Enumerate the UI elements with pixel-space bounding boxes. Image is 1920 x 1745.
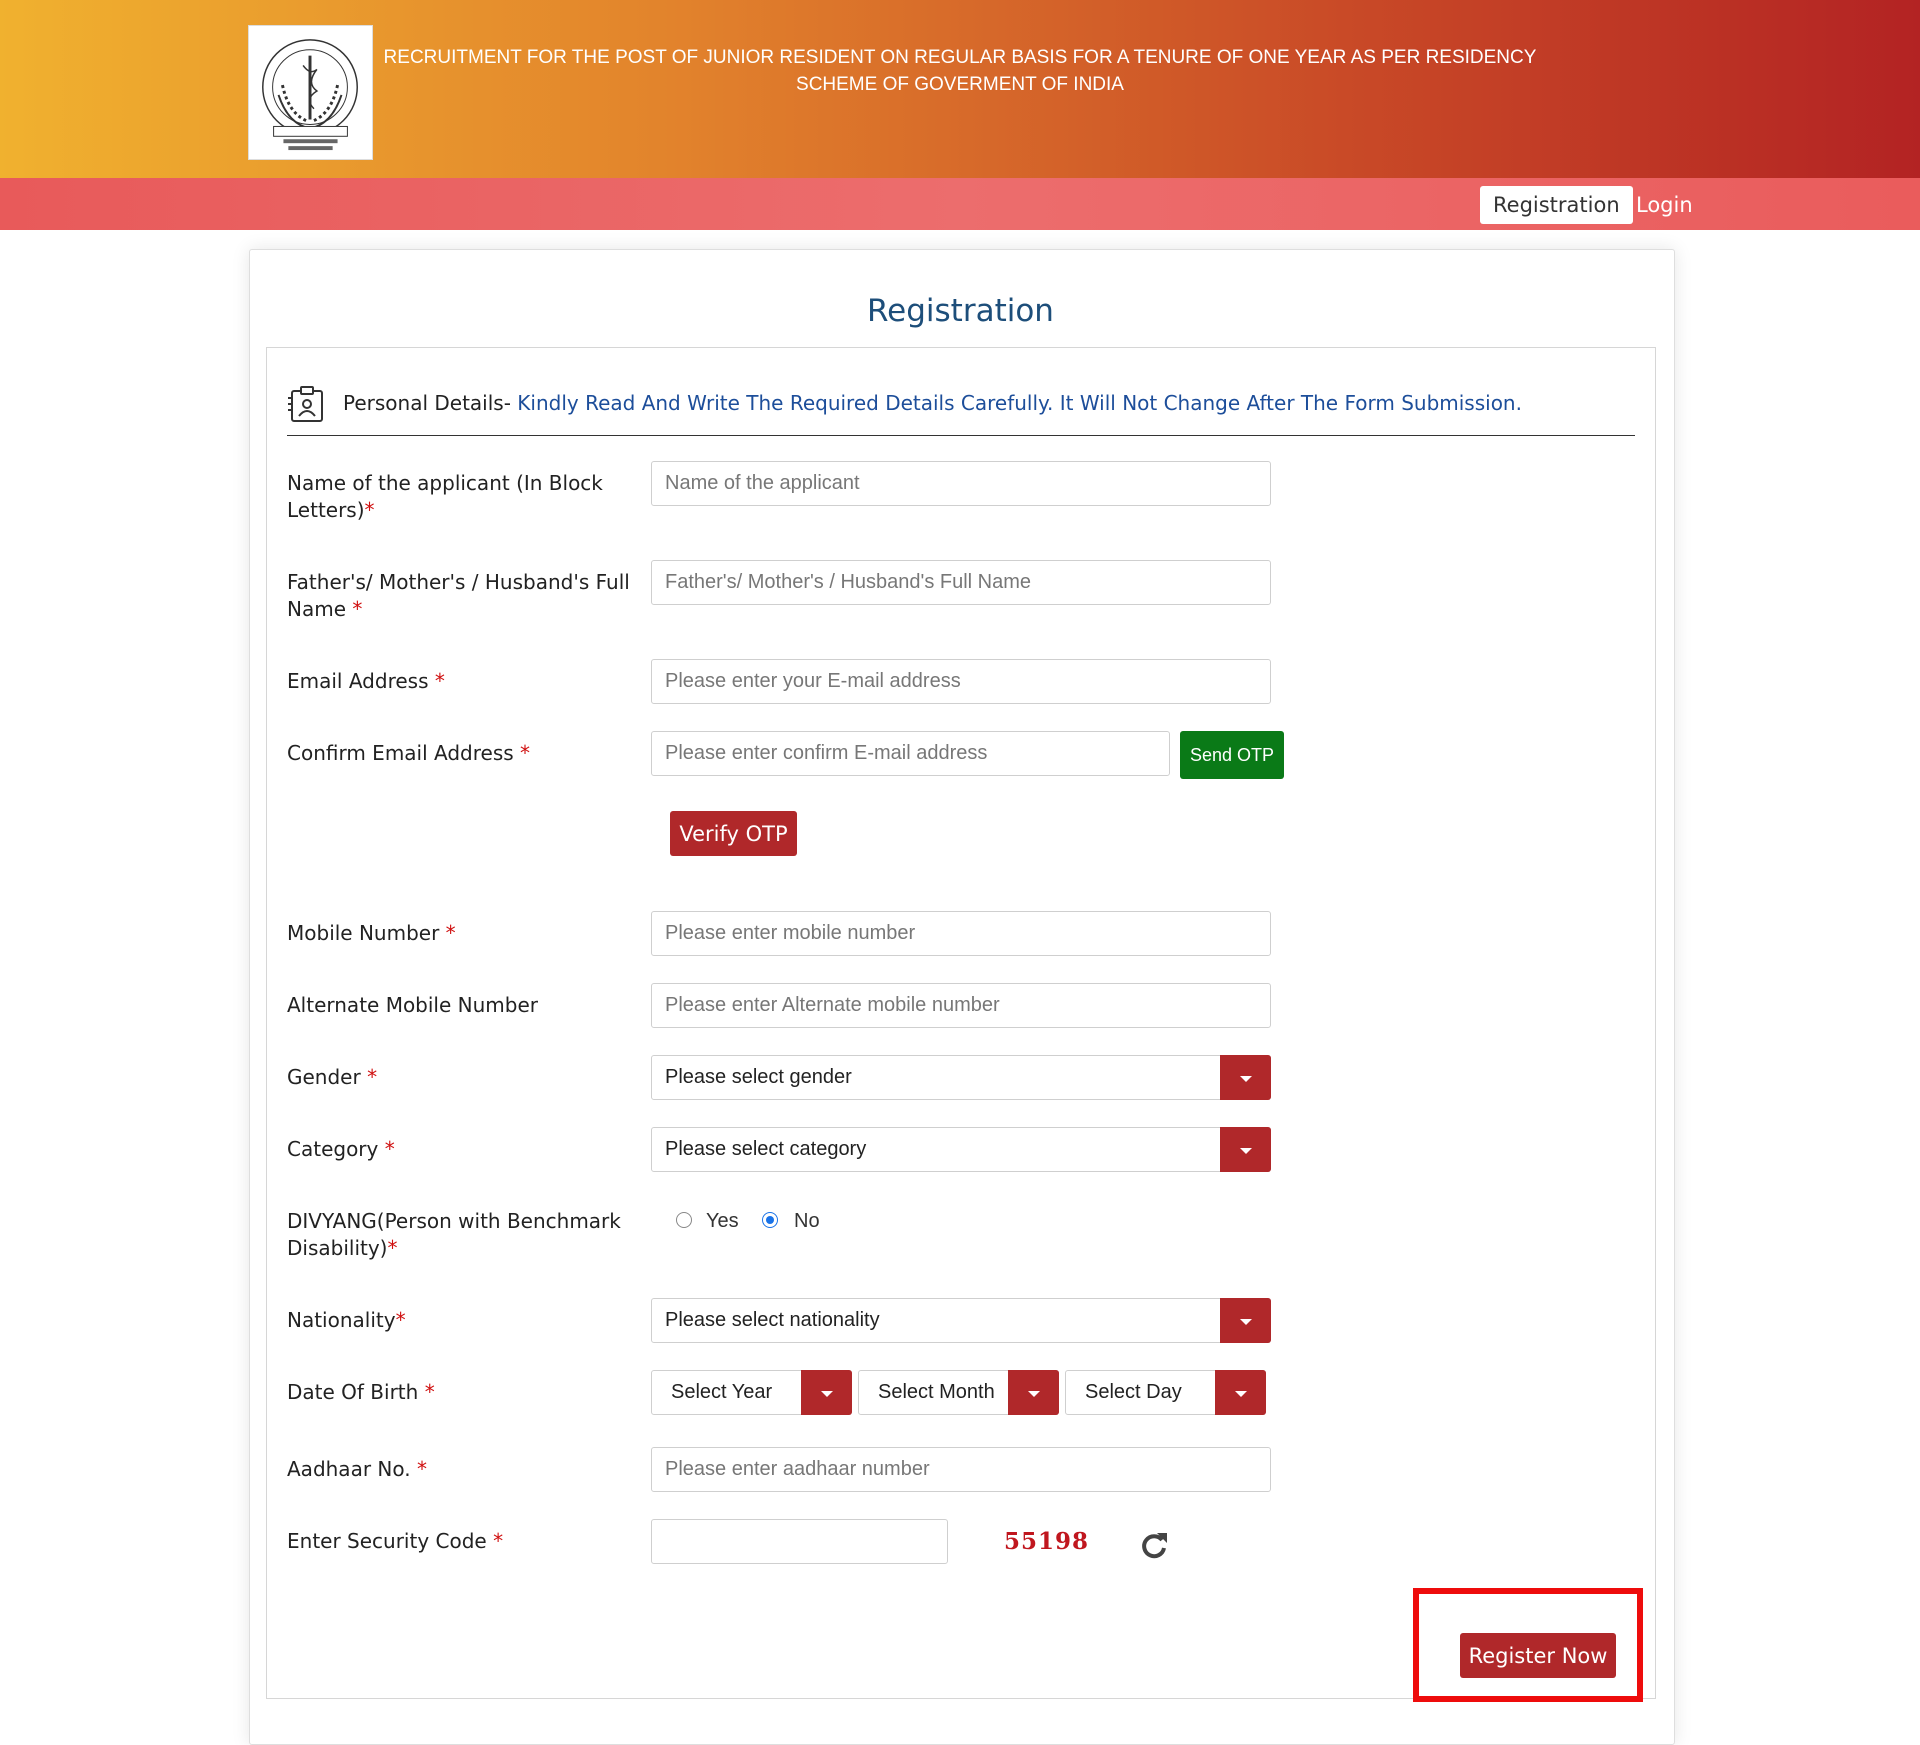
- refresh-icon[interactable]: [1140, 1528, 1168, 1560]
- category-select[interactable]: [651, 1127, 1271, 1172]
- divyang-label-text: DIVYANG(Person with Benchmark Disability): [287, 1209, 621, 1260]
- mobile-input[interactable]: [651, 911, 1271, 956]
- send-otp-button[interactable]: Send OTP: [1180, 731, 1284, 779]
- aadhaar-input[interactable]: [651, 1447, 1271, 1492]
- name-label-text: Name of the applicant (In Block Letters): [287, 471, 603, 522]
- header-banner: [0, 0, 1920, 178]
- dob-year-select[interactable]: [651, 1370, 852, 1415]
- father-name-label-text: Father's/ Mother's / Husband's Full Name: [287, 570, 630, 621]
- chevron-down-icon[interactable]: [1220, 1127, 1271, 1172]
- confirm-email-label: [287, 740, 632, 767]
- chevron-down-icon[interactable]: [1215, 1370, 1266, 1415]
- email-label: [287, 668, 632, 695]
- top-navbar: [0, 178, 1920, 230]
- dob-label-text: Date Of Birth: [287, 1380, 425, 1404]
- required-mark: *: [445, 921, 456, 945]
- gender-select-value: Please select gender: [665, 1066, 852, 1088]
- aadhaar-label-text: Aadhaar No.: [287, 1457, 417, 1481]
- institution-logo: [248, 25, 373, 160]
- required-mark: *: [424, 1380, 435, 1404]
- page-header-title: RECRUITMENT FOR THE POST OF JUNIOR RESIDENT ON REGULAR BASIS FOR A TENURE OF ONE YEAR AS PER RESIDENCY SCHEME OF GOVERMENT OF INDIA: [383, 47, 1537, 95]
- applicant-name-input[interactable]: [651, 461, 1271, 506]
- divyang-no-label[interactable]: No: [794, 1210, 820, 1232]
- nav-registration[interactable]: Registration: [1480, 186, 1633, 224]
- nationality-select-value: Please select nationality: [665, 1309, 880, 1331]
- dob-month-value: Select Month: [878, 1381, 995, 1403]
- father-name-input[interactable]: [651, 560, 1271, 605]
- chevron-down-icon[interactable]: [801, 1370, 852, 1415]
- alt-mobile-label: [287, 992, 632, 1019]
- gender-select[interactable]: [651, 1055, 1271, 1100]
- alt-mobile-label-text: Alternate Mobile Number: [287, 993, 538, 1017]
- verify-otp-button[interactable]: Verify OTP: [670, 811, 797, 856]
- gender-label: [287, 1064, 632, 1091]
- chevron-down-icon[interactable]: [1220, 1055, 1271, 1100]
- nationality-label: [287, 1307, 632, 1334]
- nav-login[interactable]: Login: [1636, 193, 1693, 217]
- category-label-text: Category: [287, 1137, 385, 1161]
- required-mark: *: [434, 669, 445, 693]
- aadhaar-label: [287, 1456, 632, 1483]
- dob-month-select[interactable]: [858, 1370, 1059, 1415]
- divyang-yes-radio[interactable]: [676, 1212, 692, 1228]
- required-mark: *: [367, 1065, 378, 1089]
- gender-label-text: Gender: [287, 1065, 368, 1089]
- required-mark: *: [395, 1308, 406, 1332]
- category-label: [287, 1136, 632, 1163]
- security-code-label: [287, 1528, 632, 1555]
- divyang-no-radio[interactable]: [762, 1212, 778, 1228]
- divyang-yes-label[interactable]: Yes: [706, 1210, 739, 1232]
- category-select-value: Please select category: [665, 1138, 867, 1160]
- section-label: Personal Details-: [343, 391, 511, 415]
- required-mark: *: [416, 1457, 427, 1481]
- mobile-label: [287, 920, 632, 947]
- captcha-image: 55198: [1004, 1528, 1090, 1555]
- required-mark: *: [364, 498, 375, 522]
- required-mark: *: [520, 741, 531, 765]
- chevron-down-icon[interactable]: [1008, 1370, 1059, 1415]
- emblem-icon: [249, 26, 372, 159]
- email-label-text: Email Address: [287, 669, 435, 693]
- required-mark: *: [387, 1236, 398, 1260]
- dob-label: [287, 1379, 632, 1406]
- section-note: Kindly Read And Write The Required Details Carefully. It Will Not Change After The Form Submission.: [510, 391, 1522, 415]
- page-title: Registration: [867, 293, 1054, 329]
- confirm-email-input[interactable]: [651, 731, 1170, 776]
- register-now-button[interactable]: Register Now: [1460, 1633, 1616, 1678]
- nationality-label-text: Nationality: [287, 1308, 396, 1332]
- dob-year-value: Select Year: [671, 1381, 773, 1403]
- confirm-email-label-text: Confirm Email Address: [287, 741, 521, 765]
- dob-day-select[interactable]: [1065, 1370, 1266, 1415]
- security-code-label-text: Enter Security Code: [287, 1529, 494, 1553]
- section-title: [343, 391, 1522, 415]
- mobile-label-text: Mobile Number: [287, 921, 446, 945]
- dob-day-value: Select Day: [1085, 1381, 1182, 1403]
- email-input[interactable]: [651, 659, 1271, 704]
- divyang-label: [287, 1208, 632, 1262]
- name-label: [287, 470, 632, 524]
- father-name-label: [287, 569, 632, 623]
- security-code-input[interactable]: [651, 1519, 948, 1564]
- id-card-icon: [287, 384, 327, 424]
- required-mark: *: [352, 597, 363, 621]
- required-mark: *: [493, 1529, 504, 1553]
- required-mark: *: [384, 1137, 395, 1161]
- chevron-down-icon[interactable]: [1220, 1298, 1271, 1343]
- nationality-select[interactable]: [651, 1298, 1271, 1343]
- alt-mobile-input[interactable]: [651, 983, 1271, 1028]
